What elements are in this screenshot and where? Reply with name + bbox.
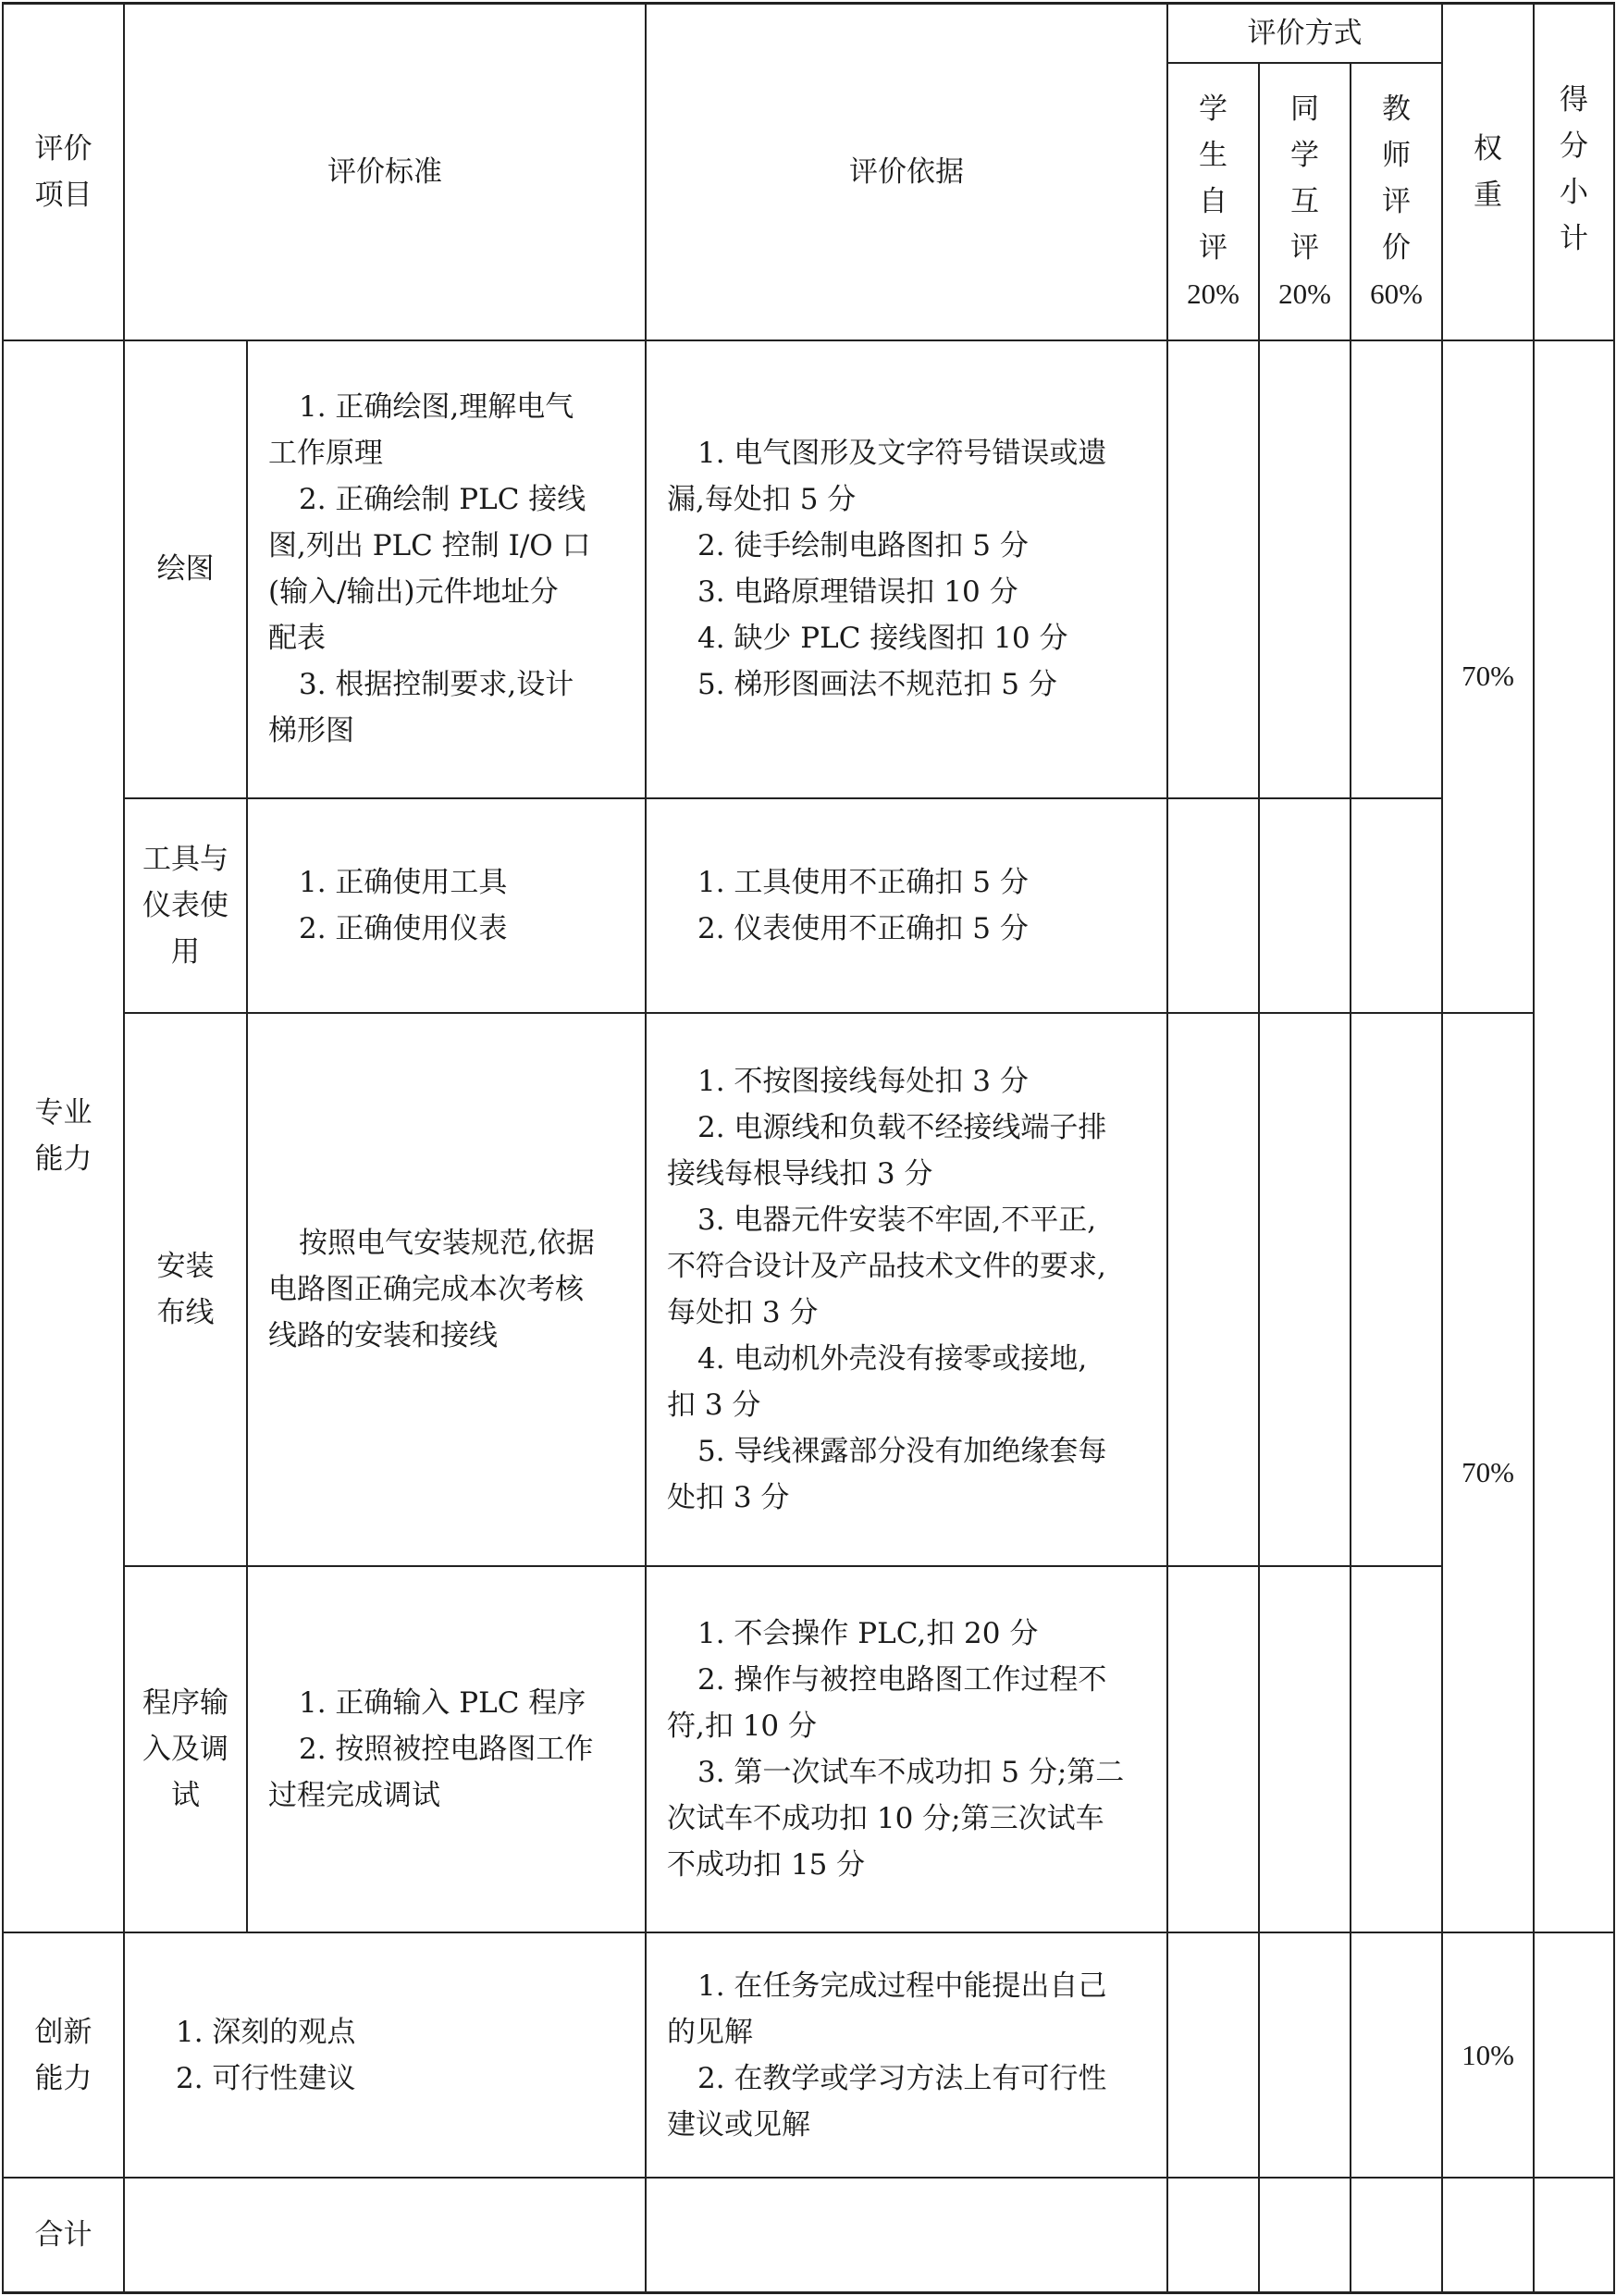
total-weight[interactable] (1442, 2178, 1534, 2292)
item-name: 程序输 入及调 试 (124, 1566, 247, 1932)
score-self[interactable] (1167, 1013, 1259, 1566)
header-method: 评价方式 (1167, 4, 1442, 63)
score-self[interactable] (1167, 1566, 1259, 1932)
header-project: 评价 项目 (3, 4, 124, 340)
score-peer[interactable] (1259, 798, 1351, 1013)
table-row (3, 2178, 1614, 2292)
weight-value: 70% (1442, 1013, 1534, 1932)
item-basis: 1. 不按图接线每处扣 3 分 2. 电源线和负载不经接线端子排 接线每根导线扣 3 分 3. 电器元件安装不牢固,不平正, 不符合设计及产品技术文件的要求, 每处扣 3 分 4. 电动机外壳没有接零或接地, 扣 3 分 5. 导线裸露部分没有加绝缘套每 处扣 3 分 (646, 1013, 1167, 1566)
header-weight: 权 重 (1442, 4, 1534, 340)
evaluation-table (2, 2, 1615, 2294)
item-standard: 1. 正确绘图,理解电气 工作原理 2. 正确绘制 PLC 接线 图,列出 PLC 控制 I/O 口 (输入/输出)元件地址分 配表 3. 根据控制要求,设计 梯形图 (247, 340, 646, 798)
total-subtotal[interactable] (1534, 2178, 1614, 2292)
table-row (3, 1566, 1614, 1932)
score-self[interactable] (1167, 1932, 1259, 2178)
item-name: 绘图 (124, 340, 247, 798)
table-row (3, 340, 1614, 798)
score-peer[interactable] (1259, 1013, 1351, 1566)
total-peer[interactable] (1259, 2178, 1351, 2292)
header-teacher-eval: 教 师 评 价 60% (1351, 63, 1442, 340)
total-teacher[interactable] (1351, 2178, 1442, 2292)
total-standard (124, 2178, 646, 2292)
category-professional: 专业 能力 (3, 340, 124, 1933)
table-row (3, 1013, 1614, 1566)
category-innovation: 创新 能力 (3, 1932, 124, 2178)
header-peer-eval: 同 学 互 评 20% (1259, 63, 1351, 340)
score-teacher[interactable] (1351, 798, 1442, 1013)
header-subtotal: 得 分 小 计 (1534, 4, 1614, 340)
item-standard: 按照电气安装规范,依据 电路图正确完成本次考核 线路的安装和接线 (247, 1013, 646, 1566)
subtotal-cell[interactable] (1534, 1932, 1614, 2178)
header-basis: 评价依据 (646, 4, 1167, 340)
score-teacher[interactable] (1351, 340, 1442, 798)
total-basis (646, 2178, 1167, 2292)
item-basis: 1. 电气图形及文字符号错误或遗 漏,每处扣 5 分 2. 徒手绘制电路图扣 5 分 3. 电路原理错误扣 10 分 4. 缺少 PLC 接线图扣 10 分 5. 梯形图画法不规范扣 5 分 (646, 340, 1167, 798)
item-name: 安装 布线 (124, 1013, 247, 1566)
score-teacher[interactable] (1351, 1566, 1442, 1932)
score-self[interactable] (1167, 798, 1259, 1013)
total-self[interactable] (1167, 2178, 1259, 2292)
innovation-basis: 1. 在任务完成过程中能提出自己 的见解 2. 在教学或学习方法上有可行性 建议或见解 (646, 1932, 1167, 2178)
score-self[interactable] (1167, 340, 1259, 798)
header-standard: 评价标准 (124, 4, 646, 340)
score-teacher[interactable] (1351, 1013, 1442, 1566)
score-teacher[interactable] (1351, 1932, 1442, 2178)
total-label: 合计 (3, 2178, 124, 2292)
weight-value: 10% (1442, 1932, 1534, 2178)
item-standard: 1. 正确使用工具 2. 正确使用仪表 (247, 798, 646, 1013)
table-row (3, 798, 1614, 1013)
subtotal-cell[interactable] (1534, 340, 1614, 1933)
score-peer[interactable] (1259, 1566, 1351, 1932)
header-self-eval: 学 生 自 评 20% (1167, 63, 1259, 340)
item-basis: 1. 不会操作 PLC,扣 20 分 2. 操作与被控电路图工作过程不 符,扣 10 分 3. 第一次试车不成功扣 5 分;第二 次试车不成功扣 10 分;第三次试车 不成功扣 15 分 (646, 1566, 1167, 1932)
innovation-standard: 1. 深刻的观点 2. 可行性建议 (124, 1932, 646, 2178)
item-name: 工具与 仪表使 用 (124, 798, 247, 1013)
score-peer[interactable] (1259, 340, 1351, 798)
item-basis: 1. 工具使用不正确扣 5 分 2. 仪表使用不正确扣 5 分 (646, 798, 1167, 1013)
score-peer[interactable] (1259, 1932, 1351, 2178)
item-standard: 1. 正确输入 PLC 程序 2. 按照被控电路图工作 过程完成调试 (247, 1566, 646, 1932)
weight-value: 70% (1442, 340, 1534, 1013)
table-row (3, 1932, 1614, 2178)
